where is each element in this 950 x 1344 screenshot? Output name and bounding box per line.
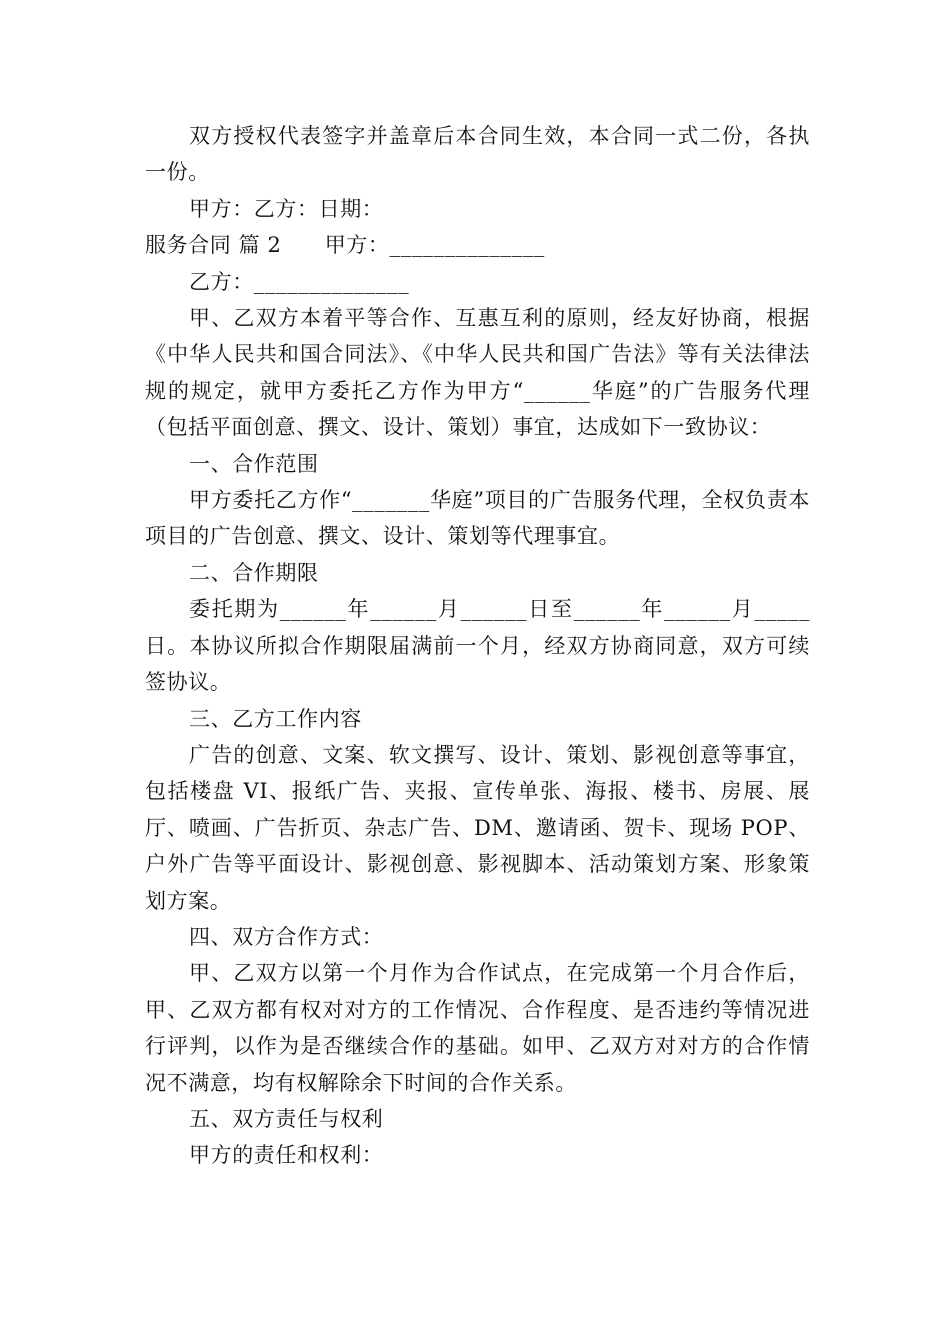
work-content-paragraph: 广告的创意、文案、软文撰写、设计、策划、影视创意等事宜，包括楼盘 VI、报纸广告、夹报、宣传单张、海报、楼书、房展、展厅、喷画、广告折页、杂志广告、DM、邀请函、贺卡、现场 POP、户外广告等平面设计、影视创意、影视脚本、活动策划方案、形象策划方案。: [145, 742, 810, 913]
section-heading-work-content: 三、乙方工作内容: [189, 706, 362, 731]
contract-title-party-a: 服务合同 篇 2 甲方：______________: [145, 233, 545, 258]
scope-paragraph: 甲方委托乙方作“_______华庭”项目的广告服务代理，全权负责本项目的广告创意、撰文、设计、策划等代理事宜。: [145, 488, 810, 549]
cooperation-mode-paragraph: 甲、乙双方以第一个月作为合作试点，在完成第一个月合作后，甲、乙双方都有权对对方的工作情况、合作程度、是否违约等情况进行评判，以作为是否继续合作的基础。如甲、乙双方对对方的合作情况不满意，均有权解除余下时间的合作关系。: [145, 961, 810, 1095]
document-page: [145, 118, 810, 1174]
section-heading-term: 二、合作期限: [189, 560, 319, 585]
term-paragraph: 委托期为______年______月______日至______年______月_____日。本协议所拟合作期限届满前一个月，经双方协商同意，双方可续签协议。: [145, 597, 810, 695]
party-a-responsibilities-heading: 甲方的责任和权利：: [189, 1143, 384, 1168]
section-heading-responsibilities: 五、双方责任与权利: [189, 1106, 384, 1131]
signature-line: 甲方：乙方：日期：: [189, 196, 384, 221]
preamble-paragraph: 甲、乙双方本着平等合作、互惠互利的原则，经友好协商，根据《中华人民共和国合同法》、《中华人民共和国广告法》等有关法律法规的规定，就甲方委托乙方作为甲方“______华庭”的广告服务代理（包括平面创意、撰文、设计、策划）事宜，达成如下一致协议：: [145, 306, 810, 440]
signature-effect-paragraph: 双方授权代表签字并盖章后本合同生效，本合同一式二份，各执一份。: [145, 124, 810, 185]
party-b-line: 乙方：______________: [189, 269, 410, 294]
section-heading-scope: 一、合作范围: [189, 451, 319, 476]
section-heading-cooperation-mode: 四、双方合作方式：: [189, 924, 384, 949]
